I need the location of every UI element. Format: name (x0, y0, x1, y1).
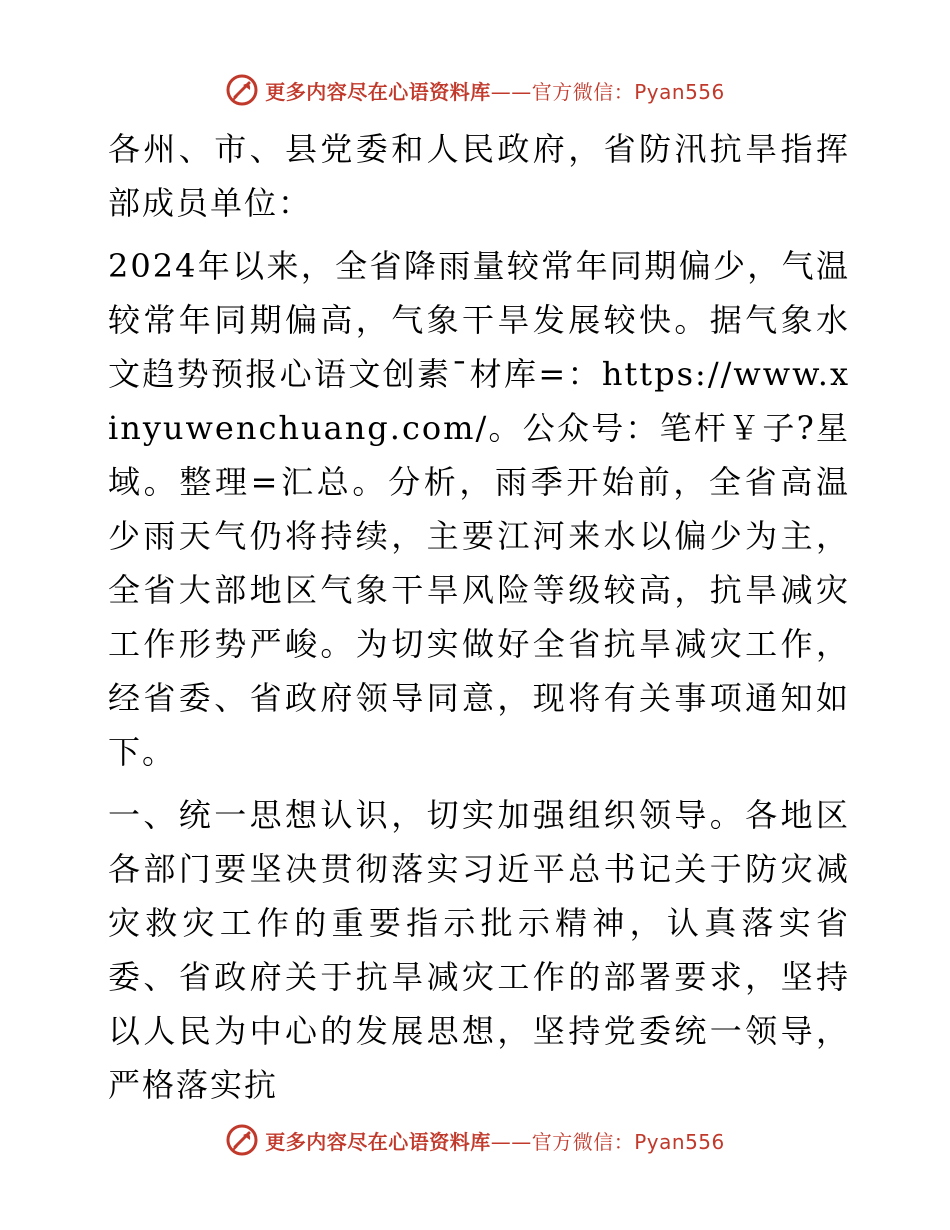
watermark-text (265, 1126, 725, 1155)
document-body (98, 122, 850, 1112)
watermark-dash: —— (490, 1129, 532, 1154)
header-watermark (0, 70, 950, 110)
salutation: 各州、市、县党委和人民政府，省防汛抗旱指挥部成员单位： (108, 130, 850, 222)
watermark-wechat-label: 官方微信： (531, 1129, 635, 1154)
paragraph-1: 2024年以来，全省降雨量较常年同期偏少，气温较常年同期偏高，气象干旱发展较快。据气象水文趋势预报心语文创素¯材库=：https://www.xinyuwenchuang.com/。公众号：笔杆￥子?星域。整理=汇总。分析，雨季开始前，全省高温少雨天气仍将持续，主要江河来水以偏少为主，全省大部地区气象干旱风险等级较高，抗旱减灾工作形势严峻。为切实做好全省抗旱减灾工作，经省委、省政府领导同意，现将有关事项通知如下。 (108, 247, 850, 771)
watermark-wechat-label: 官方微信： (531, 79, 635, 104)
watermark-dash: —— (490, 79, 532, 104)
footer-watermark (0, 1120, 950, 1160)
watermark-wechat-id: Pyan556 (634, 1129, 725, 1154)
watermark-text (265, 76, 725, 105)
watermark-wechat-id: Pyan556 (634, 79, 725, 104)
watermark-main: 更多内容尽在心语资料库 (265, 79, 491, 104)
feather-seal-icon (225, 1123, 259, 1157)
paragraph-2: 一、统一思想认识，切实加强组织领导。各地区各部门要坚决贯彻落实习近平总书记关于防灾减灾救灾工作的重要指示批示精神，认真落实省委、省政府关于抗旱减灾工作的部署要求，坚持以人民为中心的发展思想，坚持党委统一领导，严格落实抗 (108, 796, 850, 1104)
watermark-main: 更多内容尽在心语资料库 (265, 1129, 491, 1154)
feather-seal-icon (225, 73, 259, 107)
